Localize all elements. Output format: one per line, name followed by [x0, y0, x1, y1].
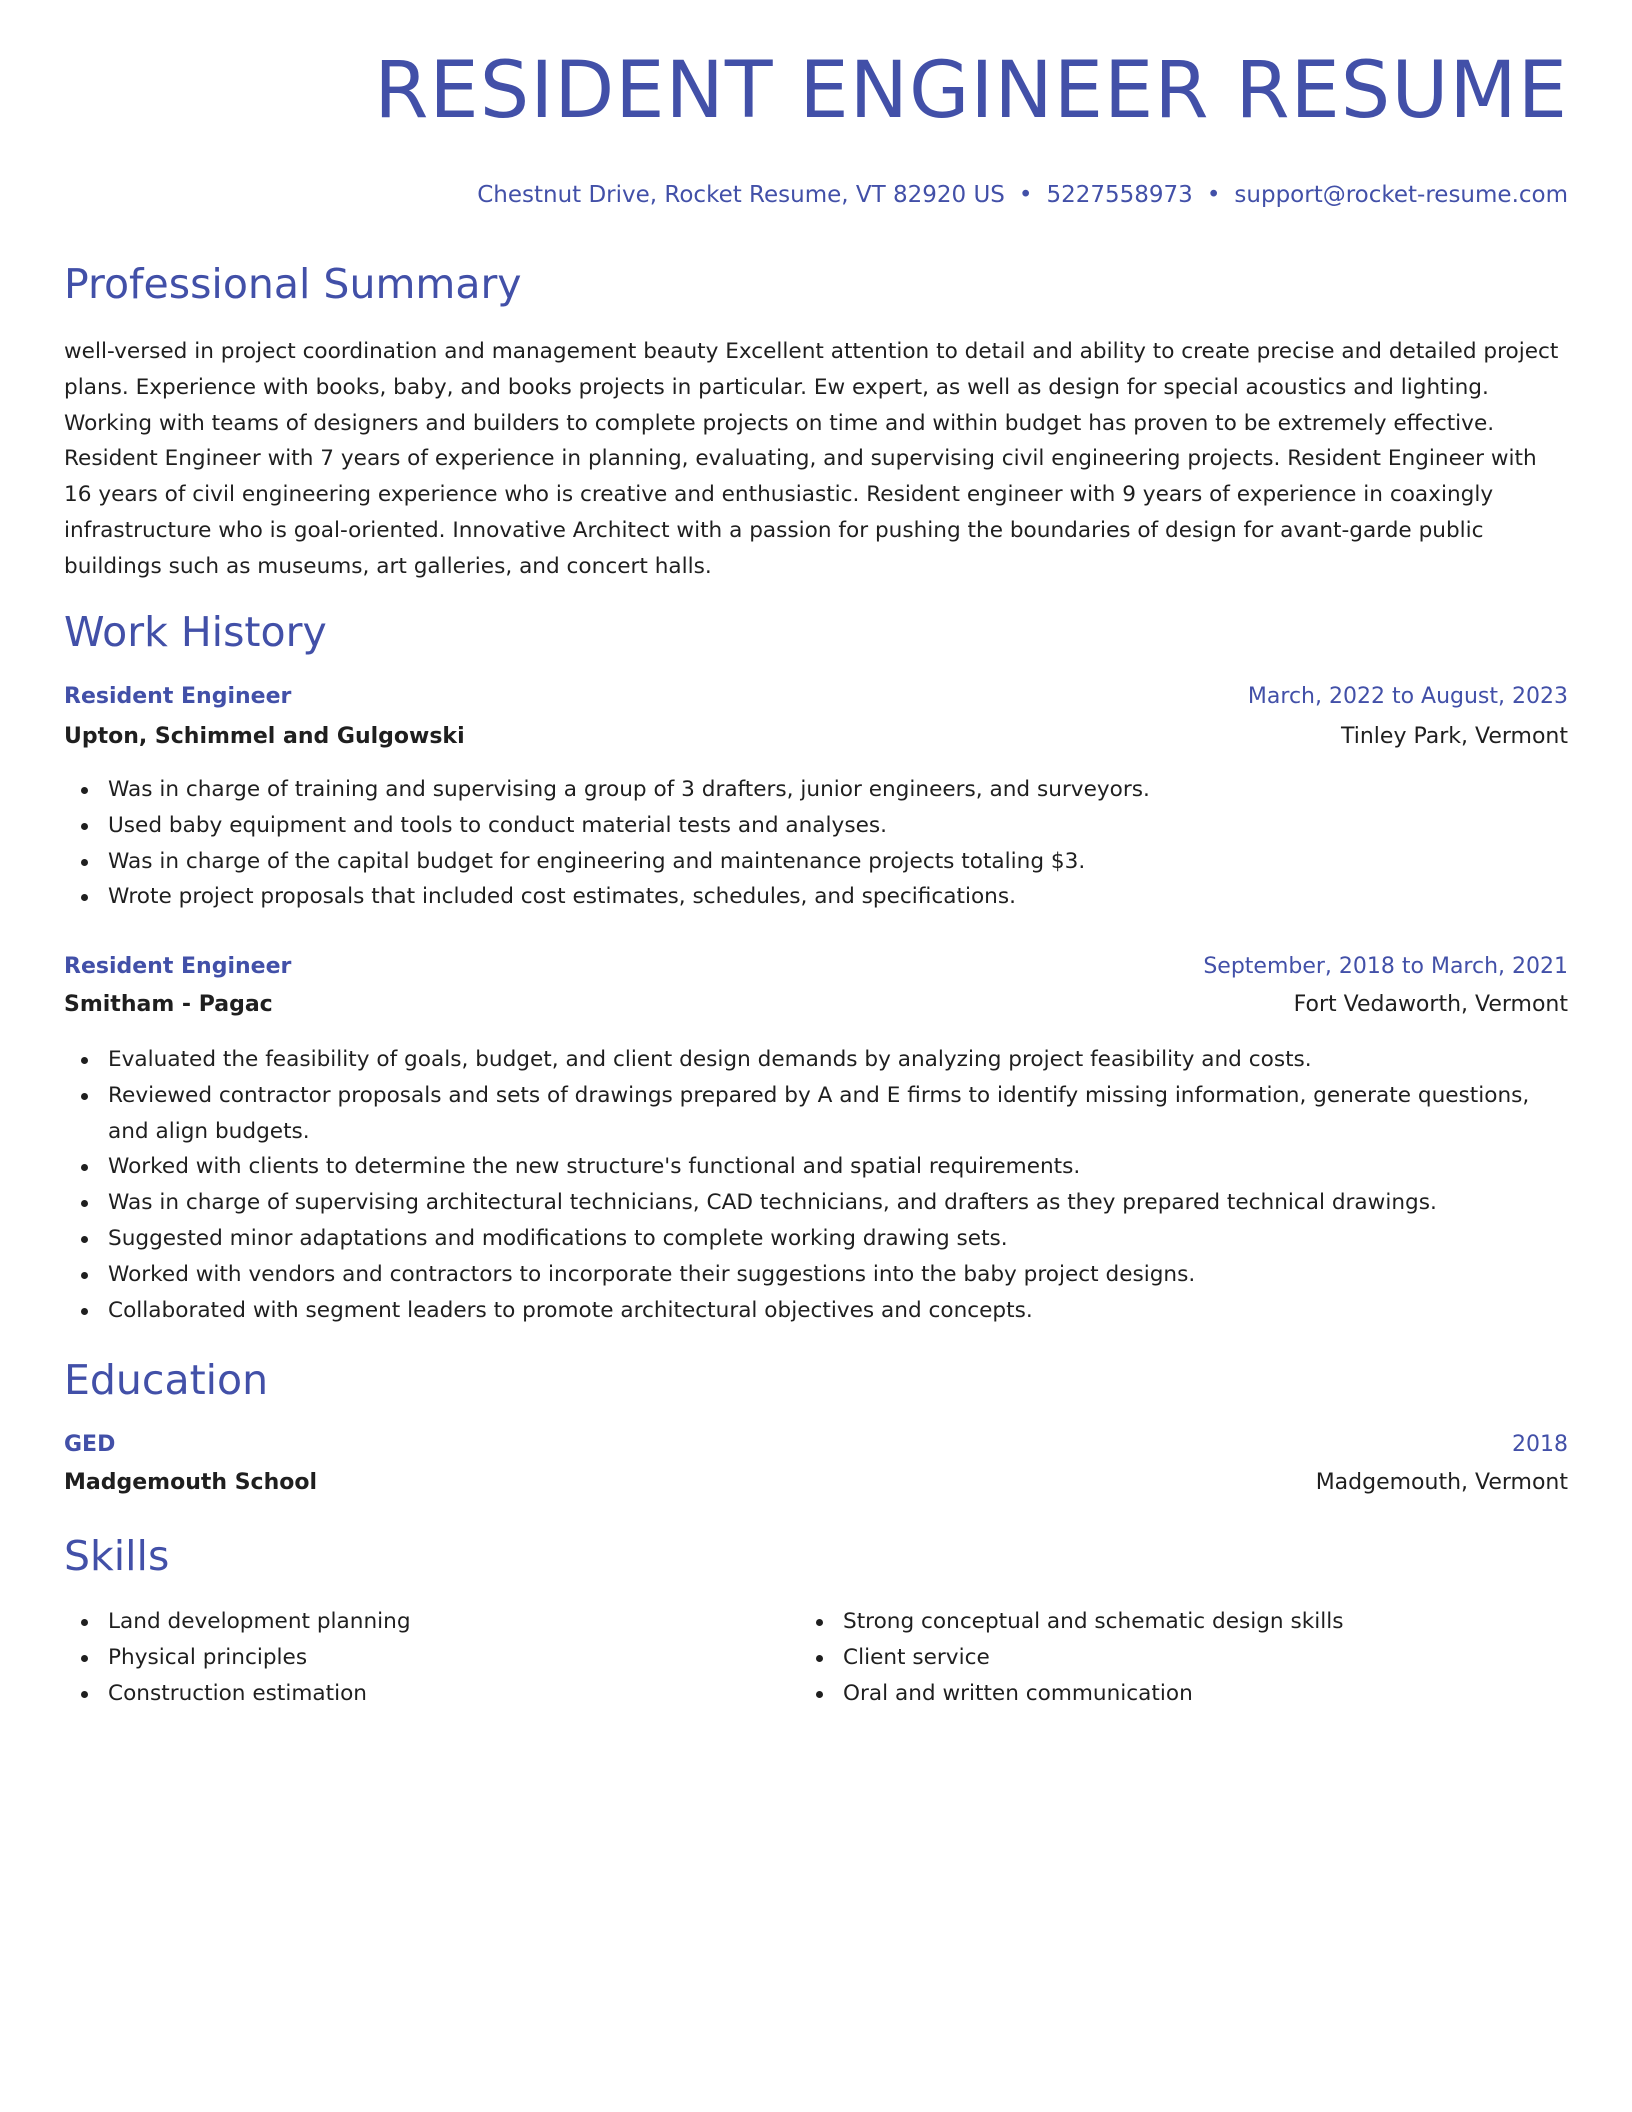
- contact-separator: •: [1206, 182, 1221, 208]
- list-item: Was in charge of supervising architectural technicians, CAD technicians, and drafters as they prepared technical drawings.: [64, 1185, 1568, 1221]
- skill-item: Construction estimation: [64, 1676, 784, 1712]
- list-item: Worked with vendors and contractors to incorporate their suggestions into the baby project designs.: [64, 1257, 1568, 1293]
- list-item: Collaborated with segment leaders to promote architectural objectives and concepts.: [64, 1293, 1568, 1329]
- skills-column-right: [799, 1604, 1519, 1711]
- education-degree: GED: [64, 1432, 116, 1457]
- skill-item: Oral and written communication: [799, 1676, 1519, 1712]
- list-item: Wrote project proposals that included cost estimates, schedules, and specifications.: [64, 879, 1568, 915]
- job-role: Resident Engineer: [64, 954, 292, 979]
- contact-separator: •: [1018, 182, 1033, 208]
- resume-page: [64, 0, 1568, 2112]
- job-2-bullets: [64, 1042, 1568, 1328]
- list-item: Used baby equipment and tools to conduct material tests and analyses.: [64, 808, 1568, 844]
- list-item: Suggested minor adaptations and modifications to complete working drawing sets.: [64, 1221, 1568, 1257]
- list-item: Was in charge of training and supervising a group of 3 drafters, junior engineers, and surveyors.: [64, 772, 1568, 808]
- contact-address: Chestnut Drive, Rocket Resume, VT 82920 US: [477, 182, 1005, 208]
- education-heading: Education: [64, 1356, 269, 1404]
- list-item: Was in charge of the capital budget for engineering and maintenance projects totaling $3.: [64, 844, 1568, 880]
- job-company: Smitham - Pagac: [64, 992, 273, 1017]
- list-item: Reviewed contractor proposals and sets of drawings prepared by A and E firms to identify missing information, generate questions, and align budgets.: [64, 1078, 1568, 1150]
- work-history-heading: Work History: [64, 608, 327, 656]
- list-item: Evaluated the feasibility of goals, budget, and client design demands by analyzing project feasibility and costs.: [64, 1042, 1568, 1078]
- contact-line: [477, 181, 1568, 211]
- education-year: 2018: [1512, 1432, 1568, 1457]
- skill-item: Client service: [799, 1640, 1519, 1676]
- skills-column-left: [64, 1604, 784, 1711]
- job-1-bullets: [64, 772, 1568, 915]
- skill-item: Land development planning: [64, 1604, 784, 1640]
- job-dates: March, 2022 to August, 2023: [1247, 684, 1568, 709]
- education-school: Madgemouth School: [64, 1470, 318, 1495]
- job-company: Upton, Schimmel and Gulgowski: [64, 724, 465, 749]
- resume-title: RESIDENT ENGINEER RESUME: [374, 46, 1568, 136]
- job-dates: September, 2018 to March, 2021: [1203, 954, 1568, 979]
- job-role: Resident Engineer: [64, 684, 292, 709]
- contact-email[interactable]: support@rocket-resume.com: [1234, 182, 1568, 208]
- education-location: Madgemouth, Vermont: [1315, 1470, 1568, 1495]
- skill-item: Strong conceptual and schematic design skills: [799, 1604, 1519, 1640]
- summary-text: well-versed in project coordination and management beauty Excellent attention to detail and ability to create precise and detailed project plans. Experience with books, baby, and books projects in particular. Ew expert, as well as design for special acoustics and lighting. Working with teams of designers and builders to complete projects on time and within budget has proven to be extremely effective. Resident Engineer with 7 years of experience in planning, evaluating, and supervising civil engineering projects. Resident Engineer with 16 years of civil engineering experience who is creative and enthusiastic. Resident engineer with 9 years of experience in coaxingly infrastructure who is goal-oriented. Innovative Architect with a passion for pushing the boundaries of design for avant-garde public buildings such as museums, art galleries, and concert halls.: [64, 339, 1559, 579]
- summary-heading: Professional Summary: [64, 260, 522, 308]
- job-location: Fort Vedaworth, Vermont: [1293, 992, 1568, 1017]
- contact-phone: 5227558973: [1046, 182, 1193, 208]
- skill-item: Physical principles: [64, 1640, 784, 1676]
- list-item: Worked with clients to determine the new structure's functional and spatial requirements.: [64, 1149, 1568, 1185]
- job-location: Tinley Park, Vermont: [1340, 724, 1568, 749]
- skills-heading: Skills: [64, 1532, 170, 1580]
